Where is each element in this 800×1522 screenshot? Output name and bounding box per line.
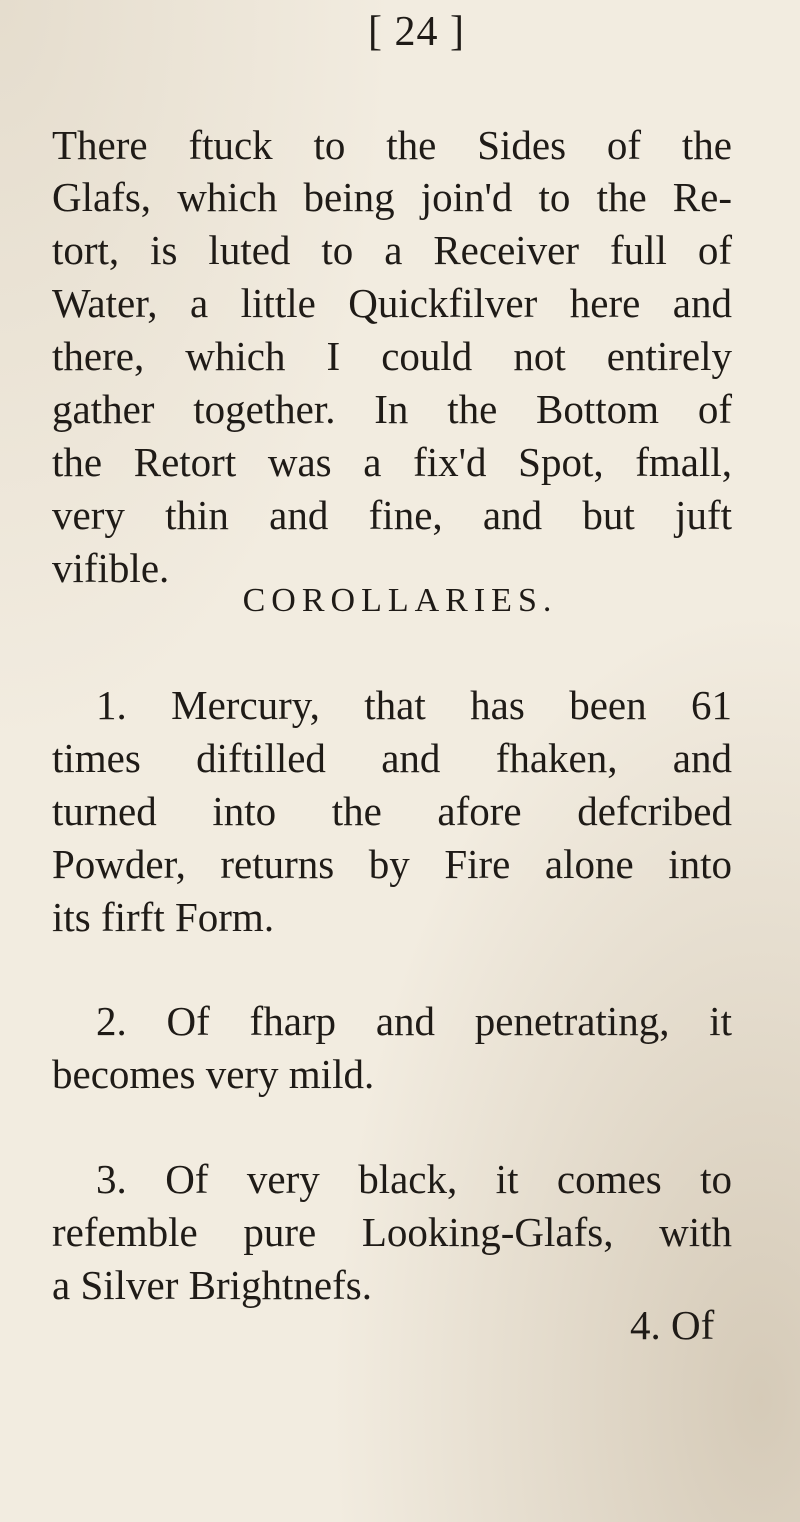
text-line: 1. Mercury, that has been 61 [96, 682, 732, 728]
text-line: gather together. In the Bottom of [52, 386, 732, 432]
text-line: the Retort was a fix'd Spot, fmall, [52, 439, 732, 485]
text-line: there, which I could not entirely [52, 333, 732, 379]
text-line: times diftilled and fhaken, and [52, 735, 732, 781]
text-line: its firft Form. [52, 894, 275, 940]
text-line: 3. Of very black, it comes to [96, 1156, 732, 1202]
text-line: Powder, returns by Fire alone into [52, 841, 732, 887]
page-number: [ 24 ] [368, 9, 465, 55]
text-line: tort, is luted to a Receiver full of [52, 227, 732, 273]
text-line: a Silver Brightnefs. [52, 1262, 372, 1308]
text-line: 2. Of fharp and penetrating, it [96, 998, 732, 1044]
text-line: Water, a little Quickfilver here and [52, 280, 732, 326]
text-line: There ftuck to the Sides of the [52, 122, 732, 168]
text-line: vifible. [52, 545, 170, 591]
text-line: Glafs, which being join'd to the Re- [52, 174, 732, 220]
text-line: becomes very mild. [52, 1051, 375, 1097]
catchword: 4. Of [630, 1302, 715, 1348]
text-line: very thin and fine, and but juft [52, 492, 732, 538]
section-heading: COROLLARIES. [242, 582, 558, 619]
text-line: refemble pure Looking-Glafs, with [52, 1209, 732, 1255]
text-line: turned into the afore defcribed [52, 788, 732, 834]
